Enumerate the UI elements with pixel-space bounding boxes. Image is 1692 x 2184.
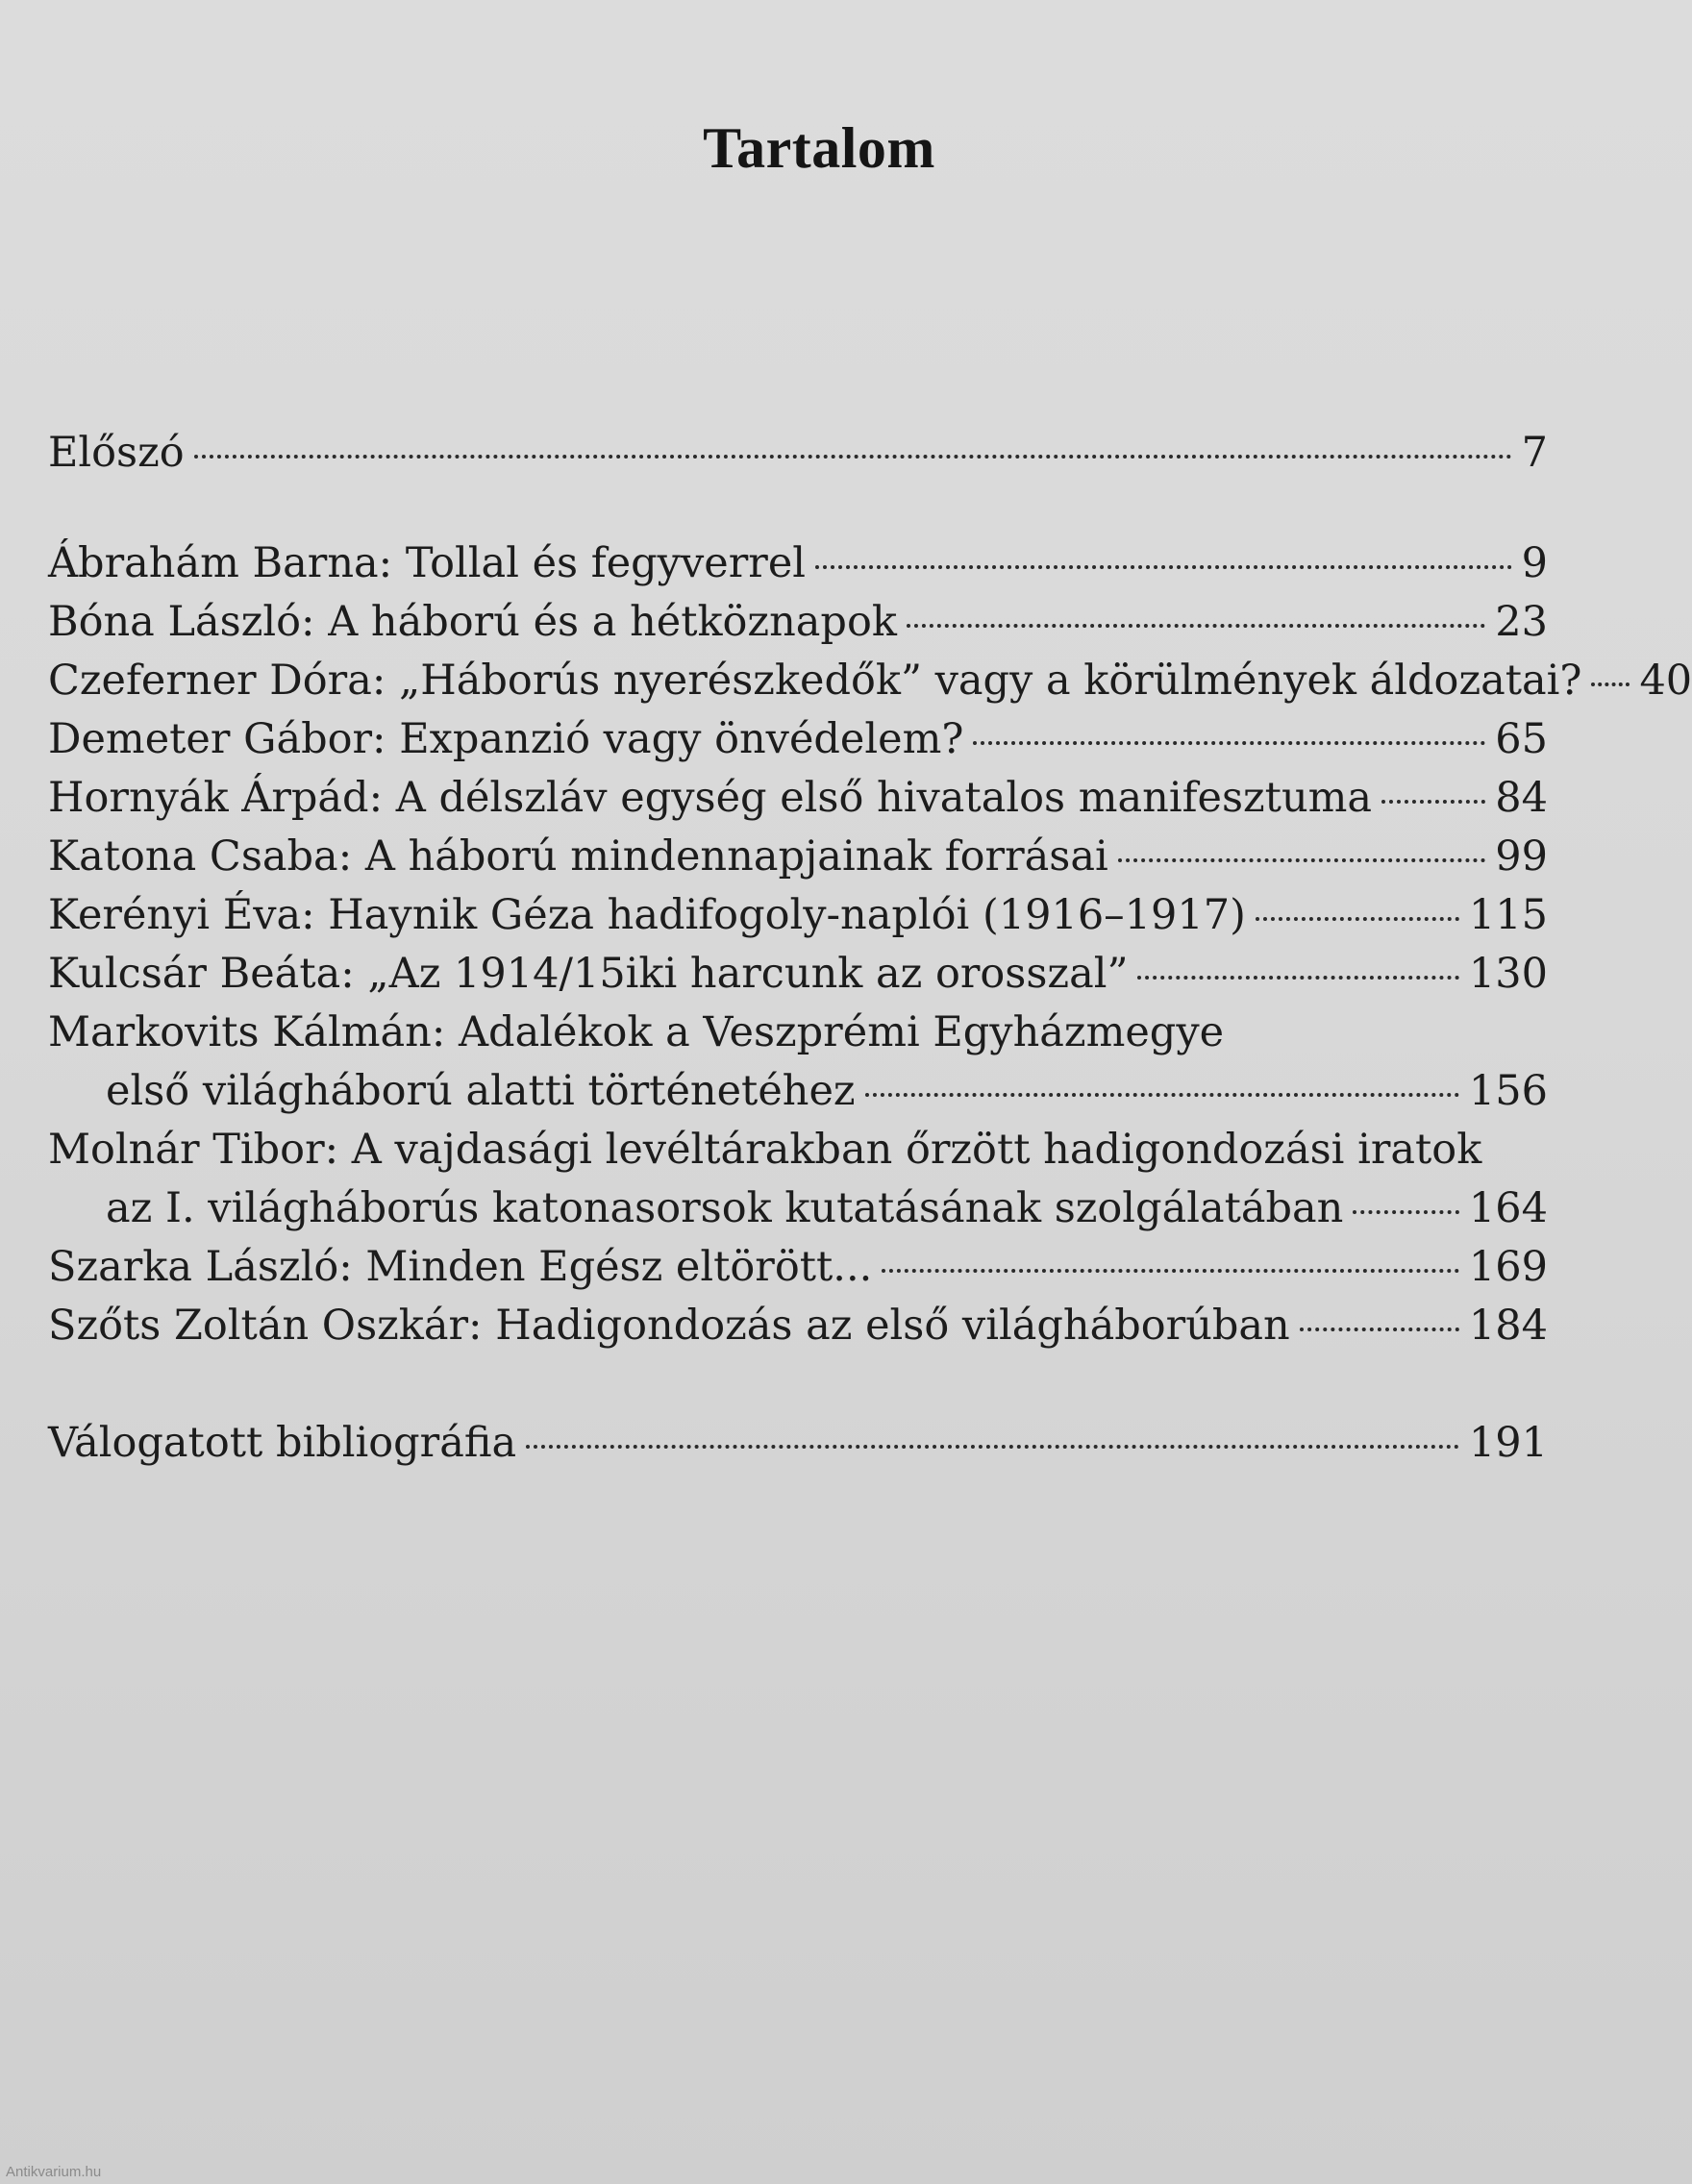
dot-leader <box>1353 1210 1459 1214</box>
toc-entry-title: Szarka László: Minden Egész eltörött... <box>48 1243 873 1291</box>
toc-entry-page: 9 <box>1521 539 1548 587</box>
dot-leader <box>1137 976 1458 980</box>
toc-entry <box>48 885 1548 945</box>
toc-entry <box>48 709 1548 769</box>
dot-leader <box>1256 917 1459 921</box>
page-title: Tartalom <box>703 116 935 180</box>
toc-entry <box>48 827 1548 886</box>
toc-entry-title-line2: az I. világháborús katonasorsok kutatásának szolgálatában <box>106 1184 1344 1232</box>
toc-entry-title: Válogatott bibliográfia <box>48 1419 517 1467</box>
toc-entry-title: Hornyák Árpád: A délszláv egység első hivatalos manifesztuma <box>48 774 1373 822</box>
toc-entry-page: 23 <box>1495 598 1548 646</box>
toc-entry-page: 191 <box>1468 1419 1548 1467</box>
toc-entry-bibliography <box>48 1413 1548 1473</box>
toc-entry-page: 7 <box>1521 429 1548 477</box>
toc-entry-title: Ábrahám Barna: Tollal és fegyverrel <box>48 539 807 587</box>
toc-entry-title-line2: első világháború alatti történetéhez <box>106 1067 856 1115</box>
toc-entry-title-line1: Molnár Tibor: A vajdasági levéltárakban őrzött hadigondozási iratok <box>48 1126 1482 1174</box>
dot-leader <box>882 1269 1459 1273</box>
toc-entry <box>48 1296 1548 1355</box>
toc-entry-title-line1: Markovits Kálmán: Adalékok a Veszprémi Egyházmegye <box>48 1008 1225 1056</box>
dot-leader <box>907 624 1485 628</box>
toc-entry-page: 164 <box>1468 1184 1548 1232</box>
dot-leader <box>1591 682 1630 686</box>
toc-entry <box>48 944 1548 1004</box>
dot-leader <box>1300 1328 1459 1331</box>
toc-entry-page: 156 <box>1468 1067 1548 1115</box>
toc-entry-title: Kerényi Éva: Haynik Géza hadifogoly-naplói (1916–1917) <box>48 891 1246 939</box>
dot-leader <box>194 455 1512 459</box>
dot-leader <box>973 741 1485 745</box>
toc-entry-title: Előszó <box>48 429 185 477</box>
dot-leader <box>1118 858 1486 862</box>
toc-entry <box>48 1237 1548 1297</box>
toc-entry-page: 99 <box>1495 832 1548 881</box>
toc-entry-title: Szőts Zoltán Oszkár: Hadigondozás az első világháborúban <box>48 1302 1290 1350</box>
toc-entry-title: Bóna László: A háború és a hétköznapok <box>48 598 897 646</box>
toc-entry <box>48 592 1548 652</box>
toc-entry-title: Demeter Gábor: Expanzió vagy önvédelem? <box>48 715 964 763</box>
toc-entry-title: Katona Csaba: A háború mindennapjainak forrásai <box>48 832 1108 881</box>
toc-entry-page: 169 <box>1468 1243 1548 1291</box>
dot-leader <box>1381 800 1485 804</box>
toc-entry-title: Kulcsár Beáta: „Az 1914/15iki harcunk az orosszal” <box>48 950 1129 998</box>
toc-entry-page: 115 <box>1468 891 1548 939</box>
toc-entry <box>48 768 1548 828</box>
toc-entry-page: 84 <box>1495 774 1548 822</box>
toc-entry-page: 40 <box>1639 657 1692 705</box>
dot-leader <box>815 565 1512 569</box>
toc-entry-eloszo <box>48 423 1548 483</box>
watermark: Antikvarium.hu <box>6 2164 102 2180</box>
toc-entry-page: 65 <box>1495 715 1548 763</box>
toc-entry <box>48 534 1548 593</box>
toc-entry <box>106 1061 1548 1121</box>
dot-leader <box>865 1093 1459 1097</box>
toc-entry <box>106 1179 1548 1238</box>
toc-entry-title: Czeferner Dóra: „Háborús nyerészkedők” vagy a körülmények áldozatai? <box>48 657 1582 705</box>
toc-entry <box>48 651 1692 710</box>
dot-leader <box>526 1445 1459 1449</box>
toc-entry-page: 130 <box>1468 950 1548 998</box>
toc-entry-page: 184 <box>1468 1302 1548 1350</box>
